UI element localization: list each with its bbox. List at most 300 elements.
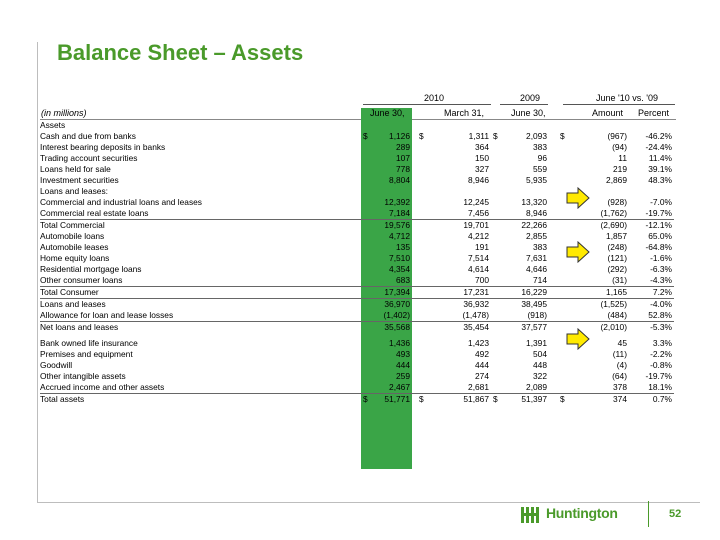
cell-june30-2010 xyxy=(361,242,412,253)
cell-value: 18.1% xyxy=(648,382,672,392)
spacer xyxy=(549,242,558,253)
row-label xyxy=(40,264,361,275)
cell-value: Total assets xyxy=(40,394,85,404)
cell-value: 364 xyxy=(475,142,489,152)
cell-change-amount xyxy=(558,208,629,220)
currency-symbol: $ xyxy=(560,131,565,141)
cell-june30-2009 xyxy=(491,186,549,197)
cell-value: 1,165 xyxy=(606,287,627,297)
cell-value: Bank owned life insurance xyxy=(40,338,138,348)
spacer xyxy=(549,299,558,311)
cell-change-percent xyxy=(629,371,674,382)
header-underline-change xyxy=(563,104,675,105)
spacer xyxy=(549,338,558,349)
cell-value: 4,646 xyxy=(526,264,547,274)
spacer xyxy=(549,186,558,197)
cell-value: Automobile loans xyxy=(40,231,105,241)
cell-value: 219 xyxy=(613,164,627,174)
cell-value: 778 xyxy=(396,164,410,174)
cell-value: (967) xyxy=(607,131,627,141)
row-label xyxy=(40,231,361,242)
cell-change-percent xyxy=(629,299,674,311)
bottom-rule xyxy=(37,502,700,503)
cell-value: 2,467 xyxy=(389,382,410,392)
cell-value: 52.8% xyxy=(648,310,672,320)
cell-change-amount xyxy=(558,153,629,164)
cell-value: 135 xyxy=(396,242,410,252)
spacer xyxy=(549,253,558,264)
cell-value: 19,576 xyxy=(384,220,410,230)
spacer xyxy=(549,153,558,164)
cell-value: -7.0% xyxy=(650,197,672,207)
row-label xyxy=(40,197,361,208)
cell-change-amount xyxy=(558,120,629,131)
cell-june30-2009 xyxy=(491,275,549,287)
cell-value: 11.4% xyxy=(648,153,672,163)
cell-value: 683 xyxy=(396,275,410,285)
cell-change-amount xyxy=(558,287,629,299)
header-group-2009: 2009 xyxy=(520,93,541,103)
cell-value: 150 xyxy=(475,153,489,163)
table-row xyxy=(40,394,674,406)
cell-value: 259 xyxy=(396,371,410,381)
arrow-total-commercial-icon xyxy=(566,241,590,263)
cell-change-amount xyxy=(558,220,629,232)
cell-value: -19.7% xyxy=(645,371,672,381)
cell-march31-2010 xyxy=(417,275,491,287)
cell-value: 96 xyxy=(537,153,547,163)
spacer xyxy=(549,360,558,371)
row-label xyxy=(40,164,361,175)
row-label xyxy=(40,120,361,131)
cell-change-amount xyxy=(558,164,629,175)
cell-value: 7.2% xyxy=(652,287,672,297)
cell-value: Loans held for sale xyxy=(40,164,111,174)
row-label xyxy=(40,382,361,394)
cell-change-amount xyxy=(558,382,629,394)
cell-june30-2009 xyxy=(491,382,549,394)
cell-june30-2010 xyxy=(361,186,412,197)
cell-change-amount xyxy=(558,142,629,153)
cell-value: 11 xyxy=(618,153,627,163)
cell-march31-2010 xyxy=(417,338,491,349)
cell-value: 1,391 xyxy=(526,338,547,348)
cell-change-percent xyxy=(629,349,674,360)
cell-value: 39.1% xyxy=(648,164,672,174)
cell-value: 35,454 xyxy=(463,322,489,332)
cell-june30-2009 xyxy=(491,231,549,242)
cell-june30-2009 xyxy=(491,253,549,264)
cell-value: 7,514 xyxy=(468,253,489,263)
cell-value: Other intangible assets xyxy=(40,371,126,381)
spacer xyxy=(549,197,558,208)
cell-june30-2009 xyxy=(491,349,549,360)
spacer xyxy=(549,349,558,360)
cell-value: 383 xyxy=(533,242,547,252)
cell-value: (1,525) xyxy=(600,299,627,309)
cell-june30-2010 xyxy=(361,275,412,287)
cell-value: 5,935 xyxy=(526,175,547,185)
row-label xyxy=(40,338,361,349)
row-label xyxy=(40,242,361,253)
cell-value: Loans and leases: xyxy=(40,186,108,196)
cell-change-amount xyxy=(558,310,629,322)
cell-value: 51,771 xyxy=(384,394,410,404)
cell-june30-2009 xyxy=(491,208,549,220)
cell-value: (918) xyxy=(527,310,547,320)
cell-value: 1,311 xyxy=(468,131,489,141)
cell-june30-2009 xyxy=(491,394,549,406)
cell-june30-2010 xyxy=(361,253,412,264)
cell-value: 4,354 xyxy=(389,264,410,274)
row-label xyxy=(40,371,361,382)
row-label xyxy=(40,220,361,232)
header-col-march31: March 31, xyxy=(444,108,485,118)
cell-march31-2010 xyxy=(417,322,491,334)
huntington-logo-text: Huntington xyxy=(546,505,618,521)
cell-value: 12,245 xyxy=(463,197,489,207)
table-row xyxy=(40,175,674,186)
cell-value: 12,392 xyxy=(384,197,410,207)
table-row xyxy=(40,153,674,164)
cell-june30-2010 xyxy=(361,142,412,153)
cell-value: Residential mortgage loans xyxy=(40,264,142,274)
spacer xyxy=(549,164,558,175)
cell-value: (484) xyxy=(607,310,627,320)
cell-value: Commercial and industrial loans and leases xyxy=(40,197,202,207)
cell-value: 4,614 xyxy=(468,264,489,274)
row-label xyxy=(40,349,361,360)
cell-value: 383 xyxy=(533,142,547,152)
row-label xyxy=(40,310,361,322)
cell-june30-2009 xyxy=(491,153,549,164)
cell-june30-2009 xyxy=(491,197,549,208)
cell-value: 559 xyxy=(533,164,547,174)
cell-march31-2010 xyxy=(417,371,491,382)
cell-june30-2009 xyxy=(491,310,549,322)
cell-change-percent xyxy=(629,153,674,164)
cell-march31-2010 xyxy=(417,299,491,311)
cell-change-percent xyxy=(629,242,674,253)
cell-value: Accrued income and other assets xyxy=(40,382,165,392)
cell-march31-2010 xyxy=(417,197,491,208)
cell-change-percent xyxy=(629,287,674,299)
cell-value: 714 xyxy=(533,275,547,285)
cell-value: Net loans and leases xyxy=(40,322,119,332)
table-row xyxy=(40,275,674,287)
cell-change-amount xyxy=(558,131,629,142)
cell-value: 36,932 xyxy=(463,299,489,309)
cell-value: -4.3% xyxy=(650,275,672,285)
cell-value: 19,701 xyxy=(463,220,489,230)
cell-change-percent xyxy=(629,231,674,242)
row-label xyxy=(40,322,361,334)
cell-change-percent xyxy=(629,164,674,175)
arrow-total-consumer-icon xyxy=(566,328,590,350)
cell-value: Total Commercial xyxy=(40,220,105,230)
cell-value: Automobile leases xyxy=(40,242,109,252)
cell-june30-2009 xyxy=(491,164,549,175)
currency-symbol: $ xyxy=(493,394,498,404)
cell-value: 45 xyxy=(617,338,627,348)
cell-change-amount xyxy=(558,360,629,371)
cell-june30-2009 xyxy=(491,242,549,253)
row-label xyxy=(40,175,361,186)
cell-june30-2010 xyxy=(361,338,412,349)
cell-value: Investment securities xyxy=(40,175,119,185)
cell-value: -12.1% xyxy=(645,220,672,230)
spacer xyxy=(549,120,558,131)
left-rule xyxy=(37,42,38,502)
cell-value: -2.2% xyxy=(650,349,672,359)
cell-june30-2009 xyxy=(491,131,549,142)
cell-value: 51,397 xyxy=(521,394,547,404)
cell-value: Commercial real estate loans xyxy=(40,208,149,218)
cell-value: (94) xyxy=(612,142,627,152)
cell-value: Trading account securities xyxy=(40,153,138,163)
header-col-amount: Amount xyxy=(592,108,624,118)
row-label xyxy=(40,253,361,264)
cell-value: Loans and leases xyxy=(40,299,106,309)
cell-value: 65.0% xyxy=(648,231,672,241)
row-label xyxy=(40,131,361,142)
currency-symbol: $ xyxy=(419,394,424,404)
footer-divider xyxy=(648,501,649,527)
cell-june30-2009 xyxy=(491,338,549,349)
spacer xyxy=(549,394,558,406)
header-underline-2010 xyxy=(363,104,491,105)
cell-value: Assets xyxy=(40,120,66,130)
cell-value: 17,231 xyxy=(463,287,489,297)
cell-value: 35,568 xyxy=(384,322,410,332)
cell-value: 444 xyxy=(396,360,410,370)
cell-change-amount xyxy=(558,175,629,186)
cell-march31-2010 xyxy=(417,310,491,322)
huntington-logo-icon xyxy=(521,505,543,525)
cell-value: -5.3% xyxy=(650,322,672,332)
cell-value: (11) xyxy=(612,349,627,359)
cell-value: 374 xyxy=(613,394,627,404)
cell-change-percent xyxy=(629,131,674,142)
cell-value: 191 xyxy=(475,242,489,252)
cell-change-percent xyxy=(629,382,674,394)
row-label xyxy=(40,299,361,311)
spacer xyxy=(549,371,558,382)
cell-june30-2010 xyxy=(361,197,412,208)
cell-change-amount xyxy=(558,299,629,311)
cell-value: 7,456 xyxy=(468,208,489,218)
cell-value: 4,712 xyxy=(389,231,410,241)
cell-value: Allowance for loan and lease losses xyxy=(40,310,174,320)
cell-value: 8,946 xyxy=(526,208,547,218)
cell-value: Total Consumer xyxy=(40,287,99,297)
cell-value: (121) xyxy=(607,253,627,263)
cell-value: 493 xyxy=(396,349,410,359)
cell-june30-2010 xyxy=(361,349,412,360)
cell-value: 378 xyxy=(613,382,627,392)
cell-change-percent xyxy=(629,142,674,153)
cell-june30-2009 xyxy=(491,142,549,153)
cell-value: 289 xyxy=(396,142,410,152)
cell-value: 444 xyxy=(475,360,489,370)
cell-value: 0.7% xyxy=(652,394,672,404)
cell-march31-2010 xyxy=(417,120,491,131)
spacer xyxy=(549,310,558,322)
cell-june30-2009 xyxy=(491,287,549,299)
cell-june30-2010 xyxy=(361,394,412,406)
cell-june30-2010 xyxy=(361,310,412,322)
cell-june30-2010 xyxy=(361,287,412,299)
cell-value: 3.3% xyxy=(652,338,672,348)
cell-change-amount xyxy=(558,264,629,275)
spacer xyxy=(549,231,558,242)
cell-value: 7,631 xyxy=(526,253,547,263)
cell-value: (1,478) xyxy=(462,310,489,320)
spacer xyxy=(549,275,558,287)
cell-march31-2010 xyxy=(417,231,491,242)
cell-change-percent xyxy=(629,186,674,197)
cell-value: 2,869 xyxy=(606,175,627,185)
row-label xyxy=(40,360,361,371)
cell-value: (4) xyxy=(616,360,627,370)
cell-march31-2010 xyxy=(417,175,491,186)
spacer xyxy=(549,264,558,275)
cell-june30-2010 xyxy=(361,371,412,382)
cell-value: -0.8% xyxy=(650,360,672,370)
row-label xyxy=(40,208,361,220)
cell-value: 274 xyxy=(475,371,489,381)
table-row xyxy=(40,287,674,299)
cell-value: -64.8% xyxy=(645,242,672,252)
cell-change-percent xyxy=(629,322,674,334)
cell-value: 38,495 xyxy=(521,299,547,309)
cell-march31-2010 xyxy=(417,153,491,164)
cell-march31-2010 xyxy=(417,142,491,153)
cell-march31-2010 xyxy=(417,131,491,142)
cell-change-percent xyxy=(629,275,674,287)
cell-june30-2010 xyxy=(361,299,412,311)
cell-change-percent xyxy=(629,197,674,208)
cell-june30-2009 xyxy=(491,322,549,334)
spacer xyxy=(549,287,558,299)
cell-value: 37,577 xyxy=(521,322,547,332)
spacer xyxy=(549,208,558,220)
row-label xyxy=(40,394,361,406)
currency-symbol: $ xyxy=(419,131,424,141)
table-row xyxy=(40,131,674,142)
table-row xyxy=(40,310,674,322)
cell-june30-2010 xyxy=(361,153,412,164)
row-label xyxy=(40,142,361,153)
cell-value: 700 xyxy=(475,275,489,285)
cell-value: Cash and due from banks xyxy=(40,131,136,141)
table-row xyxy=(40,142,674,153)
cell-value: 327 xyxy=(475,164,489,174)
cell-value: (1,762) xyxy=(600,208,627,218)
cell-march31-2010 xyxy=(417,394,491,406)
header-underline-2009 xyxy=(500,104,548,105)
cell-march31-2010 xyxy=(417,287,491,299)
header-col-june30-2010: June 30, xyxy=(370,108,405,118)
cell-march31-2010 xyxy=(417,220,491,232)
header-col-percent: Percent xyxy=(638,108,670,118)
currency-symbol: $ xyxy=(363,394,368,404)
cell-value: -46.2% xyxy=(645,131,672,141)
cell-value: 1,423 xyxy=(468,338,489,348)
cell-change-percent xyxy=(629,360,674,371)
cell-value: 492 xyxy=(475,349,489,359)
cell-change-percent xyxy=(629,338,674,349)
cell-value: (64) xyxy=(612,371,627,381)
cell-change-percent xyxy=(629,310,674,322)
cell-value: (1,402) xyxy=(383,310,410,320)
cell-june30-2010 xyxy=(361,264,412,275)
cell-value: -6.3% xyxy=(650,264,672,274)
table-row xyxy=(40,220,674,232)
table-row xyxy=(40,120,674,131)
row-label xyxy=(40,186,361,197)
currency-symbol: $ xyxy=(493,131,498,141)
cell-change-percent xyxy=(629,394,674,406)
cell-value: 1,857 xyxy=(606,231,627,241)
table-row xyxy=(40,371,674,382)
table-row xyxy=(40,349,674,360)
cell-value: 8,804 xyxy=(389,175,410,185)
cell-june30-2009 xyxy=(491,299,549,311)
cell-value: -4.0% xyxy=(650,299,672,309)
cell-value: 22,266 xyxy=(521,220,547,230)
spacer xyxy=(549,322,558,334)
spacer xyxy=(549,131,558,142)
cell-june30-2010 xyxy=(361,322,412,334)
header-group-2010: 2010 xyxy=(424,93,445,103)
cell-change-amount xyxy=(558,371,629,382)
cell-value: 8,946 xyxy=(468,175,489,185)
cell-value: 4,212 xyxy=(468,231,489,241)
cell-june30-2010 xyxy=(361,131,412,142)
cell-value: (2,010) xyxy=(600,322,627,332)
cell-value: 107 xyxy=(396,153,410,163)
header-col-june30-2009: June 30, xyxy=(511,108,546,118)
cell-june30-2009 xyxy=(491,360,549,371)
cell-value: 2,089 xyxy=(526,382,547,392)
cell-value: (31) xyxy=(612,275,627,285)
header-group-change: June '10 vs. '09 xyxy=(596,93,658,103)
cell-march31-2010 xyxy=(417,208,491,220)
cell-value: 2,681 xyxy=(468,382,489,392)
cell-value: 1,126 xyxy=(389,131,410,141)
table-row xyxy=(40,360,674,371)
cell-value: Premises and equipment xyxy=(40,349,133,359)
page-number: 52 xyxy=(669,508,682,520)
cell-value: Interest bearing deposits in banks xyxy=(40,142,166,152)
cell-march31-2010 xyxy=(417,360,491,371)
cell-value: 16,229 xyxy=(521,287,547,297)
currency-symbol: $ xyxy=(363,131,368,141)
cell-value: (248) xyxy=(607,242,627,252)
cell-june30-2010 xyxy=(361,175,412,186)
cell-value: Home equity loans xyxy=(40,253,110,263)
cell-value: 7,510 xyxy=(389,253,410,263)
row-label xyxy=(40,153,361,164)
header-units: (in millions) xyxy=(41,108,87,118)
row-label xyxy=(40,275,361,287)
cell-june30-2010 xyxy=(361,164,412,175)
cell-value: Other consumer loans xyxy=(40,275,123,285)
cell-value: -19.7% xyxy=(645,208,672,218)
cell-march31-2010 xyxy=(417,382,491,394)
cell-change-percent xyxy=(629,175,674,186)
